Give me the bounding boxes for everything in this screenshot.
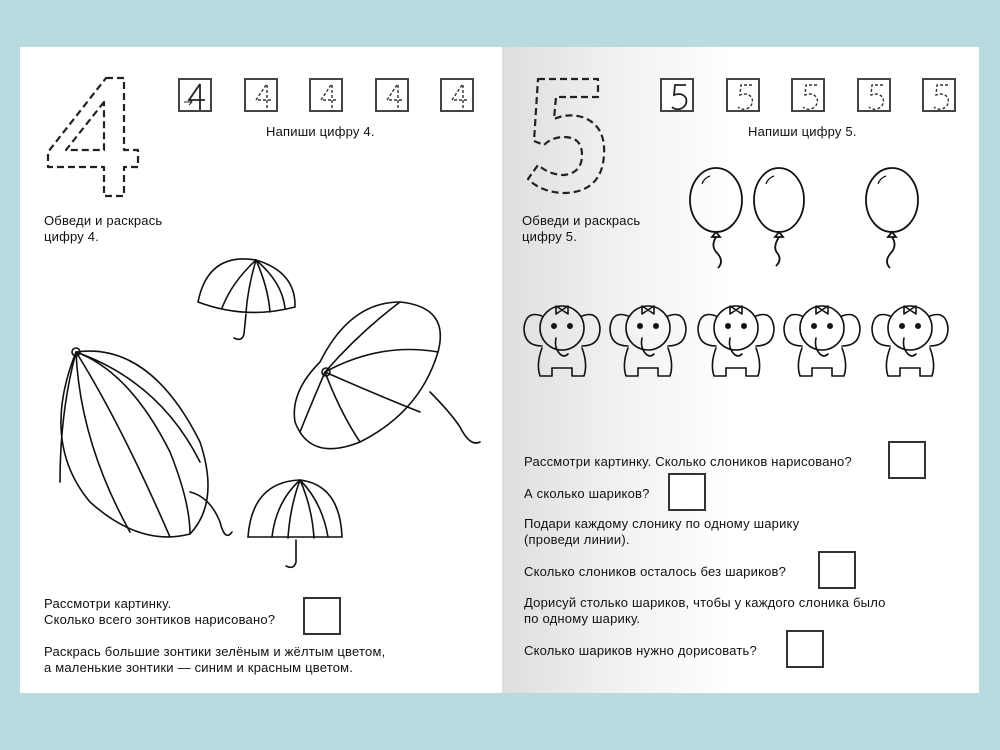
elephant-1: [524, 306, 600, 376]
big-digit-four: [30, 72, 150, 202]
copy-cell-4[interactable]: [857, 78, 891, 112]
elephant-3: [698, 306, 774, 376]
trace-instruction-line-1: Обведи и раскрась: [522, 213, 641, 228]
copy-cell-1[interactable]: [660, 78, 694, 112]
big-umbrella-right: [294, 302, 480, 449]
umbrellas-illustration: [20, 242, 500, 582]
copy-cell-3[interactable]: [791, 78, 825, 112]
copy-cell-5[interactable]: [440, 78, 474, 112]
draw-more-task-line-1: Дорисуй столько шариков, чтобы у каждого слоника было: [524, 595, 886, 610]
write-instruction: Напиши цифру 4.: [266, 124, 375, 139]
copy-cell-2[interactable]: [726, 78, 760, 112]
elephant-count-answer-box[interactable]: [888, 441, 926, 479]
trace-instruction-line-2: цифру 4.: [44, 229, 100, 244]
write-instruction: Напиши цифру 5.: [748, 124, 857, 139]
color-task-line-2: а маленькие зонтики — синим и красным цветом.: [44, 660, 354, 675]
big-digit-five: [520, 75, 620, 205]
elephant-5: [872, 306, 948, 376]
how-many-draw-answer-box[interactable]: [786, 630, 824, 668]
copy-cell-4[interactable]: [375, 78, 409, 112]
balloon-1: [690, 168, 742, 268]
big-umbrella-left: [60, 351, 232, 537]
balloon-count-answer-box[interactable]: [668, 473, 706, 511]
elephants-illustration: [520, 282, 960, 387]
small-umbrella-top: [198, 259, 295, 339]
elephant-count-question: Рассмотри картинку. Сколько слоников нарисовано?: [524, 454, 852, 469]
color-task-line-1: Раскрась большие зонтики зелёным и жёлтым цветом,: [44, 644, 386, 659]
how-many-draw-question: Сколько шариков нужно дорисовать?: [524, 643, 757, 658]
trace-instruction-line-1: Обведи и раскрась: [44, 213, 163, 228]
elephant-2: [610, 306, 686, 376]
balloons-illustration: [682, 162, 942, 272]
left-without-question: Сколько слоников осталось без шариков?: [524, 564, 787, 579]
balloon-2: [754, 168, 804, 266]
question-line-1: Рассмотри картинку.: [44, 596, 172, 611]
balloon-count-question: А сколько шариков?: [524, 486, 650, 501]
give-balloon-task-line-1: Подари каждому слонику по одному шарику: [524, 516, 800, 531]
copy-cell-5[interactable]: [922, 78, 956, 112]
draw-more-task-line-2: по одному шарику.: [524, 611, 641, 626]
right-page: [502, 47, 979, 693]
trace-instruction-line-2: цифру 5.: [522, 229, 578, 244]
elephant-4: [784, 306, 860, 376]
small-umbrella-bottom: [248, 480, 342, 567]
umbrella-count-answer-box[interactable]: [303, 597, 341, 635]
copy-cell-1[interactable]: [178, 78, 212, 112]
copy-cell-2[interactable]: [244, 78, 278, 112]
question-line-2: Сколько всего зонтиков нарисовано?: [44, 612, 276, 627]
left-without-answer-box[interactable]: [818, 551, 856, 589]
left-page: [20, 47, 502, 693]
balloon-3: [866, 168, 918, 268]
give-balloon-task-line-2: (проведи линии).: [524, 532, 630, 547]
copy-cell-3[interactable]: [309, 78, 343, 112]
